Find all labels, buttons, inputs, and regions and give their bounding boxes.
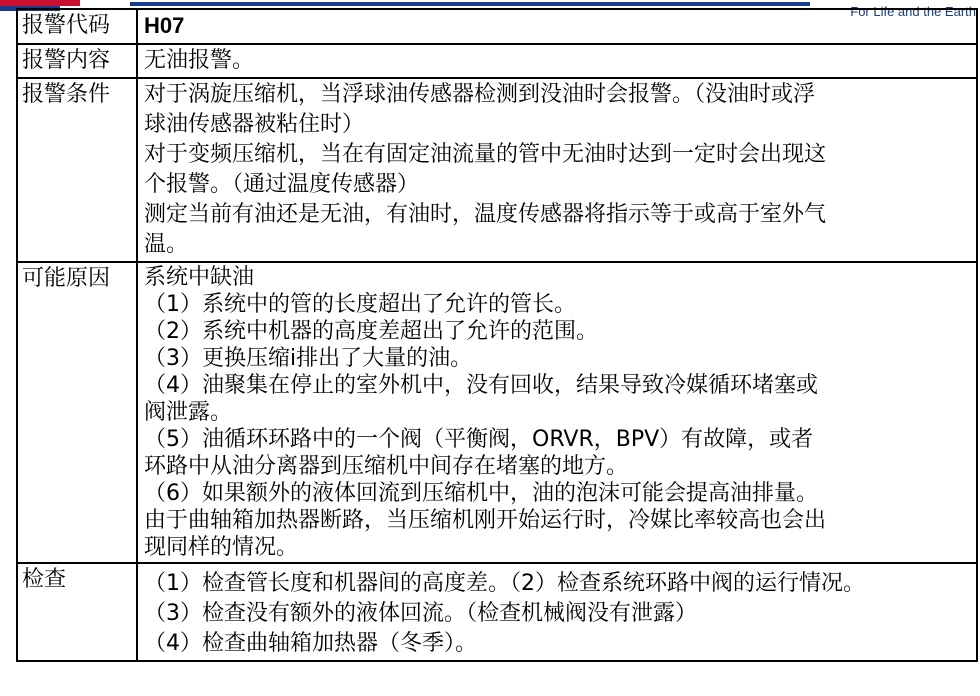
check-line: （4）检查曲轴箱加热器（冬季）。 xyxy=(144,631,477,656)
cause-line: 环路中从油分离器到压缩机中间存在堵塞的地方。 xyxy=(144,454,629,479)
condition-line: 球油传感器被粘住时） xyxy=(144,112,365,137)
alarm-code-label: 报警代码 xyxy=(17,9,137,44)
alarm-conditions-text xyxy=(137,78,977,262)
check-label: 检查 xyxy=(17,563,137,661)
condition-line: 测定当前有油还是无油，有油时，温度传感器将指示等于或高于室外气 xyxy=(144,202,827,227)
alarm-content-value: 无油报警。 xyxy=(137,44,977,78)
row-possible-causes xyxy=(17,262,977,563)
cause-line: 系统中缺油 xyxy=(144,265,255,290)
cause-line: （5）油循环环路中的一个阀（平衡阀，ORVR，BPV）有故障，或者 xyxy=(144,427,814,452)
check-line: （3）检查没有额外的液体回流。（检查机械阀没有泄露） xyxy=(144,601,697,626)
header-rule xyxy=(130,2,810,6)
row-alarm-content xyxy=(17,44,977,78)
row-alarm-code xyxy=(17,9,977,44)
check-line: （1）检查管长度和机器间的高度差。（2）检查系统环路中阀的运行情况。 xyxy=(144,571,865,596)
cause-line: （4）油聚集在停止的室外机中，没有回收，结果导致冷媒循环堵塞或 xyxy=(144,373,818,398)
row-check xyxy=(17,563,977,661)
alarm-code: H07 xyxy=(144,13,185,38)
condition-line: 对于变频压缩机，当在有固定油流量的管中无油时达到一定时会出现这 xyxy=(144,142,827,167)
cause-line: 阀泄露。 xyxy=(144,400,233,425)
cause-line: 现同样的情况。 xyxy=(144,535,299,560)
alarm-table xyxy=(16,8,978,662)
condition-line: 对于涡旋压缩机，当浮球油传感器检测到没油时会报警。（没油时或浮 xyxy=(144,82,816,107)
cause-line: （2）系统中机器的高度差超出了允许的范围。 xyxy=(144,319,598,344)
possible-causes-text xyxy=(137,262,977,563)
cause-line: 由于曲轴箱加热器断路，当压缩机刚开始运行时，冷媒比率较高也会出 xyxy=(144,508,827,533)
alarm-code-value xyxy=(137,9,977,44)
row-alarm-conditions xyxy=(17,78,977,262)
cause-line: （6）如果额外的液体回流到压缩机中，油的泡沫可能会提高油排量。 xyxy=(144,481,818,506)
alarm-conditions-label: 报警条件 xyxy=(17,78,137,262)
brand-tagline: For Life and the Earth xyxy=(850,4,976,19)
alarm-content-label: 报警内容 xyxy=(17,44,137,78)
cause-line: （3）更换压缩i排出了大量的油。 xyxy=(144,346,473,371)
check-text xyxy=(137,563,977,661)
cause-line: （1）系统中的管的长度超出了允许的管长。 xyxy=(144,292,576,317)
possible-causes-label: 可能原因 xyxy=(17,262,137,563)
condition-line: 个报警。（通过温度传感器） xyxy=(144,172,420,197)
condition-line: 温。 xyxy=(144,232,189,257)
